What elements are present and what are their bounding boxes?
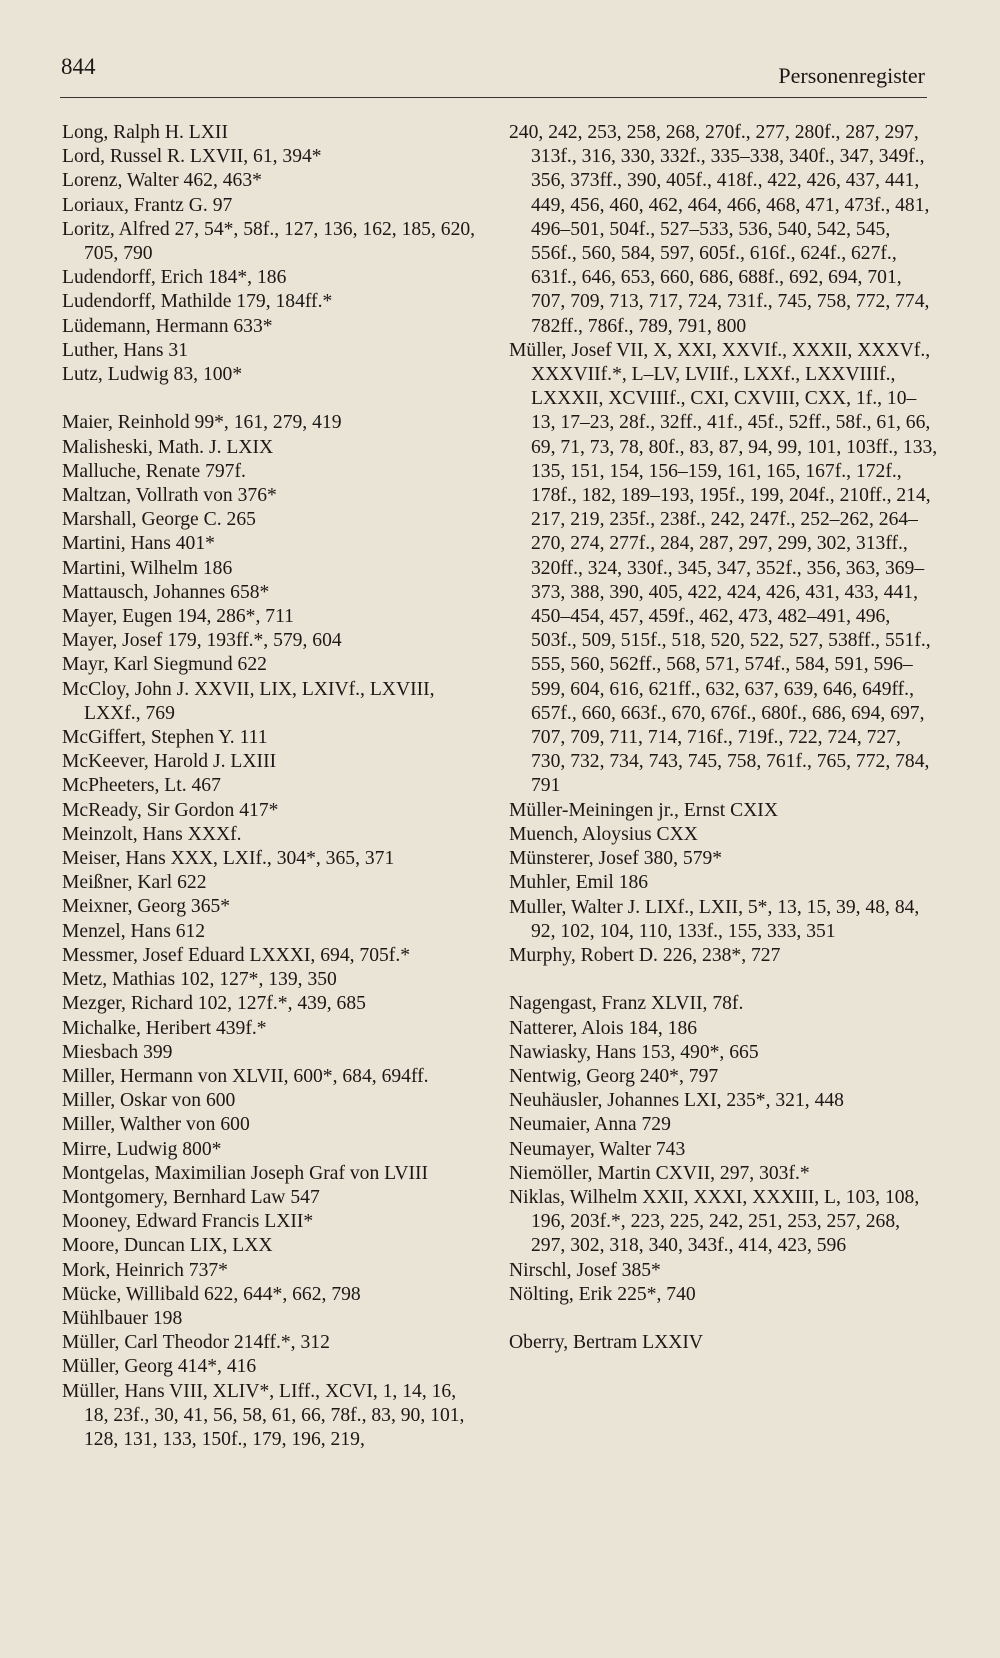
index-entry: Nagengast, Franz XLVII, 78f. (509, 993, 744, 1015)
index-entry: McPheeters, Lt. 467 (62, 775, 221, 797)
index-entry: 240, 242, 253, 258, 268, 270f., 277, 280f., 287, 297, 313f., 316, 330, 332f., 335–338, 340f., 347, 349f., 356, 373ff., 390, 405f., 418f., 422, 426, 437, 441, 449, 456, 460, 462, 464, 466, 468, 471, 473f., 481, 496–501, 504f., 527–533, 536, 540, 542, 545, 556f., 560, 584, 597, 605f., 616f., 624f., 627f., 631f., 646, 653, 660, 686, 688f., 692, 694, 701, 707, 709, 713, 717, 724, 731f., 745, 758, 772, 774, 782ff., 786f., 789, 791, 800 (509, 122, 930, 337)
index-entry: Niemöller, Martin CXVII, 297, 303f.* (509, 1162, 810, 1184)
index-entry: Miller, Hermann von XLVII, 600*, 684, 694ff. (62, 1065, 429, 1087)
index-entry: Muhler, Emil 186 (509, 872, 649, 894)
page-number: 844 (61, 54, 96, 79)
index-entry: Müller, Josef VII, X, XXI, XXVIf., XXXII, XXXVf., XXXVIIf.*, L–LV, LVIIf., LXXf., LXXVIIIf., LXXXII, XCVIIIf., CXI, CXVIII, CXX, 1f., 10–13, 17–23, 28f., 32ff., 41f., 45f., 52ff., 58f., 61, 66, 69, 71, 73, 78, 80f., 83, 87, 94, 99, 101, 103ff., 133, 135, 151, 154, 156–159, 161, 165, 167f., 172f., 178f., 182, 189–193, 195f., 199, 204f., 210ff., 214, 217, 219, 235f., 238f., 242, 247f., 252–262, 264–270, 274, 277f., 284, 287, 297, 299, 302, 313ff., 320ff., 324, 330f., 345, 347, 352f., 356, 363, 369–373, 388, 390, 405, 422, 424, 426, 431, 433, 441, 450–454, 457, 459f., 462, 473, 482–491, 496, 503f., 509, 515f., 518, 520, 522, 527, 538ff., 551f., 555, 560, 562ff., 568, 571, 574f., 584, 591, 596–599, 604, 616, 621ff., 632, 637, 639, 646, 649ff., 657f., 660, 663f., 670, 676f., 680f., 686, 694, 697, 707, 709, 711, 714, 716f., 719f., 722, 724, 727, 730, 732, 734, 743, 745, 758, 761f., 765, 772, 784, 791 (509, 339, 938, 797)
index-entry: Marshall, George C. 265 (62, 509, 256, 531)
index-entry: Ludendorff, Mathilde 179, 184ff.* (62, 291, 333, 313)
index-entry: Miesbach 399 (62, 1041, 173, 1063)
index-entry: Martini, Wilhelm 186 (62, 557, 233, 579)
index-entry: Mühlbauer 198 (62, 1307, 183, 1329)
index-entry: Nawiasky, Hans 153, 490*, 665 (509, 1041, 759, 1063)
index-entry: Montgelas, Maximilian Joseph Graf von LVIII (62, 1162, 429, 1184)
running-title: Personenregister (778, 63, 925, 88)
index-entry: Nirschl, Josef 385* (509, 1259, 661, 1281)
index-entry: Malisheski, Math. J. LXIX (62, 436, 274, 458)
index-entry: Michalke, Heribert 439f.* (62, 1017, 267, 1039)
index-entry: McCloy, John J. XXVII, LIX, LXIVf., LXVIII, LXXf., 769 (62, 678, 435, 724)
index-entry: Mayer, Eugen 194, 286*, 711 (62, 606, 294, 628)
index-entry: Müller, Hans VIII, XLIV*, LIff., XCVI, 1, 14, 16, 18, 23f., 30, 41, 56, 58, 61, 66, 78f., 83, 90, 101, 128, 131, 133, 150f., 179, 196, 219, (62, 1380, 465, 1450)
index-entry: Mork, Heinrich 737* (62, 1259, 228, 1281)
index-entry: Long, Ralph H. LXII (62, 122, 228, 143)
index-entry: Meinzolt, Hans XXXf. (62, 823, 242, 845)
index-entry: Maier, Reinhold 99*, 161, 279, 419 (62, 412, 342, 434)
index-entry: Mayer, Josef 179, 193ff.*, 579, 604 (62, 630, 342, 652)
index-entry: Neumayer, Walter 743 (509, 1138, 686, 1160)
index-entry: Muench, Aloysius CXX (509, 823, 698, 845)
index-entry: Nölting, Erik 225*, 740 (509, 1283, 696, 1305)
index-entry: Miller, Oskar von 600 (62, 1090, 236, 1112)
index-entry: Metz, Mathias 102, 127*, 139, 350 (62, 969, 337, 991)
right-column (509, 121, 939, 1355)
left-column (62, 121, 482, 1452)
index-entry: Mooney, Edward Francis LXII* (62, 1211, 314, 1233)
index-entry: Meiser, Hans XXX, LXIf., 304*, 365, 371 (62, 848, 395, 870)
index-entry: Müller-Meiningen jr., Ernst CXIX (509, 799, 778, 821)
letter-section-gap (509, 968, 939, 992)
index-entry: Mücke, Willibald 622, 644*, 662, 798 (62, 1283, 361, 1305)
index-entry: Loriaux, Frantz G. 97 (62, 194, 233, 216)
index-entry: Mirre, Ludwig 800* (62, 1138, 222, 1160)
index-entry: Loritz, Alfred 27, 54*, 58f., 127, 136, 162, 185, 620, 705, 790 (62, 218, 476, 265)
index-entry: Müller, Carl Theodor 214ff.*, 312 (62, 1332, 330, 1354)
index-entry: Miller, Walther von 600 (62, 1114, 250, 1136)
letter-section-gap (62, 387, 482, 411)
index-entry: Mayr, Karl Siegmund 622 (62, 654, 267, 676)
index-entry: Luther, Hans 31 (62, 339, 189, 361)
index-entry: Lüdemann, Hermann 633* (62, 315, 273, 337)
index-entry: Neumaier, Anna 729 (509, 1114, 671, 1136)
index-entry: Meixner, Georg 365* (62, 896, 231, 918)
index-entry: Lorenz, Walter 462, 463* (62, 170, 262, 192)
index-entry: Neuhäusler, Johannes LXI, 235*, 321, 448 (509, 1090, 844, 1112)
index-entry: Nentwig, Georg 240*, 797 (509, 1065, 719, 1087)
index-entry: Lutz, Ludwig 83, 100* (62, 364, 243, 386)
index-entry: Maltzan, Vollrath von 376* (62, 485, 277, 507)
index-entry: Mezger, Richard 102, 127f.*, 439, 685 (62, 993, 366, 1015)
index-entry: McGiffert, Stephen Y. 111 (62, 727, 268, 749)
index-entry: Mattausch, Johannes 658* (62, 581, 270, 603)
index-entry: Müller, Georg 414*, 416 (62, 1356, 257, 1378)
letter-section-gap (509, 1307, 939, 1331)
index-entry: McReady, Sir Gordon 417* (62, 799, 279, 821)
index-entry: Messmer, Josef Eduard LXXXI, 694, 705f.* (62, 944, 411, 966)
index-entry: Malluche, Renate 797f. (62, 460, 246, 482)
index-entry: Montgomery, Bernhard Law 547 (62, 1186, 320, 1208)
index-entry: McKeever, Harold J. LXIII (62, 751, 277, 773)
index-entry: Lord, Russel R. LXVII, 61, 394* (62, 146, 322, 168)
index-entry: Ludendorff, Erich 184*, 186 (62, 267, 287, 289)
index-entry: Martini, Hans 401* (62, 533, 215, 555)
index-entry: Moore, Duncan LIX, LXX (62, 1235, 273, 1257)
index-entry: Oberry, Bertram LXXIV (509, 1332, 704, 1354)
index-entry: Münsterer, Josef 380, 579* (509, 848, 723, 870)
index-entry: Menzel, Hans 612 (62, 920, 206, 942)
index-entry: Meißner, Karl 622 (62, 872, 207, 894)
header-rule (60, 97, 927, 98)
index-entry: Niklas, Wilhelm XXII, XXXI, XXXIII, L, 103, 108, 196, 203f.*, 223, 225, 242, 251, 253, 257, 268, 297, 302, 318, 340, 343f., 414, 423, 596 (509, 1186, 920, 1257)
index-entry: Muller, Walter J. LIXf., LXII, 5*, 13, 15, 39, 48, 84, 92, 102, 104, 110, 133f., 155, 333, 351 (509, 896, 920, 942)
index-entry: Murphy, Robert D. 226, 238*, 727 (509, 944, 781, 966)
index-entry: Natterer, Alois 184, 186 (509, 1017, 698, 1039)
